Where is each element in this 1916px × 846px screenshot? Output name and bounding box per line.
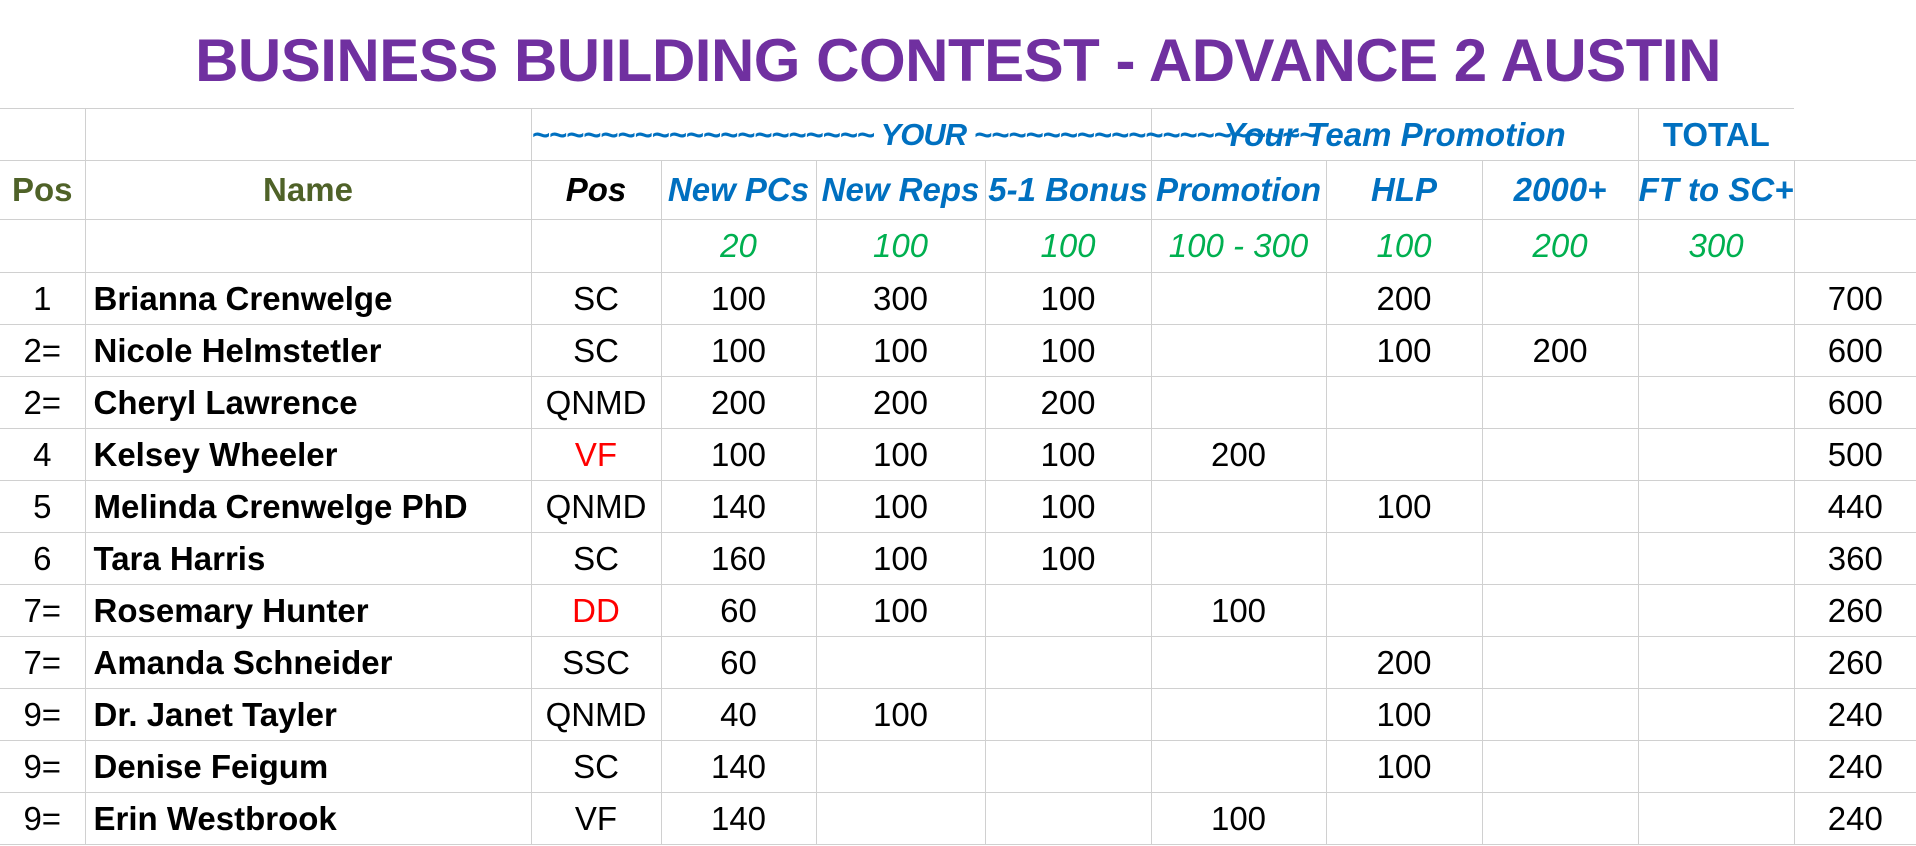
- pos-cell: DD: [531, 585, 661, 637]
- bonus-cell: [985, 585, 1151, 637]
- new-pcs-cell: 140: [661, 741, 816, 793]
- rank-header: Pos: [0, 161, 85, 220]
- table-row: [0, 793, 1916, 845]
- bonus-cell: 200: [985, 377, 1151, 429]
- your-group-header: ~~~~~~~~~~~~~~~~~~~~ YOUR ~~~~~~~~~~~~~~~~~~~~: [531, 109, 1151, 161]
- rank-cell: 1: [0, 273, 85, 325]
- promotion-cell: [1151, 481, 1326, 533]
- bonus-cell: [985, 689, 1151, 741]
- promotion-cell: [1151, 273, 1326, 325]
- new-reps-cell: 100: [816, 533, 985, 585]
- new-reps-cell: 100: [816, 325, 985, 377]
- pos-cell: QNMD: [531, 689, 661, 741]
- name-cell: Dr. Janet Tayler: [85, 689, 531, 741]
- new-pcs-points: 20: [661, 220, 816, 273]
- total-cell: 500: [1794, 429, 1916, 481]
- bonus-cell: [985, 741, 1151, 793]
- promotion-cell: 100: [1151, 793, 1326, 845]
- ft-sc-cell: [1638, 637, 1794, 689]
- table-body: [0, 109, 1916, 845]
- k2000-cell: [1482, 741, 1638, 793]
- hlp-cell: 100: [1326, 325, 1482, 377]
- new-pcs-cell: 140: [661, 793, 816, 845]
- k2000-header: 2000+: [1482, 161, 1638, 220]
- ft-sc-cell: [1638, 741, 1794, 793]
- new-reps-cell: 100: [816, 429, 985, 481]
- bonus-points: 100: [985, 220, 1151, 273]
- table-row: [0, 585, 1916, 637]
- bonus-cell: 100: [985, 429, 1151, 481]
- k2000-cell: [1482, 481, 1638, 533]
- total-cell: 360: [1794, 533, 1916, 585]
- promotion-cell: [1151, 741, 1326, 793]
- k2000-cell: [1482, 637, 1638, 689]
- hlp-cell: [1326, 429, 1482, 481]
- hlp-cell: [1326, 377, 1482, 429]
- table-row: [0, 325, 1916, 377]
- new-reps-cell: 100: [816, 481, 985, 533]
- total-cell: 600: [1794, 325, 1916, 377]
- pos-cell: SC: [531, 273, 661, 325]
- column-header-row: [0, 161, 1916, 220]
- pos-cell: SSC: [531, 637, 661, 689]
- group-header-row: [0, 109, 1916, 161]
- name-cell: Amanda Schneider: [85, 637, 531, 689]
- hlp-cell: 100: [1326, 481, 1482, 533]
- new-reps-cell: [816, 741, 985, 793]
- name-cell: Kelsey Wheeler: [85, 429, 531, 481]
- ft-sc-cell: [1638, 325, 1794, 377]
- table-row: [0, 481, 1916, 533]
- pos-cell: QNMD: [531, 377, 661, 429]
- ft-sc-points: 300: [1638, 220, 1794, 273]
- k2000-cell: [1482, 429, 1638, 481]
- new-pcs-cell: 100: [661, 273, 816, 325]
- name-header: Name: [85, 161, 531, 220]
- ft-sc-cell: [1638, 273, 1794, 325]
- table-row: [0, 429, 1916, 481]
- promotion-cell: [1151, 377, 1326, 429]
- new-reps-header: New Reps: [816, 161, 985, 220]
- blank-cell: [531, 220, 661, 273]
- k2000-cell: [1482, 585, 1638, 637]
- bonus-cell: [985, 637, 1151, 689]
- name-cell: Tara Harris: [85, 533, 531, 585]
- k2000-cell: [1482, 377, 1638, 429]
- new-pcs-cell: 140: [661, 481, 816, 533]
- name-cell: Nicole Helmstetler: [85, 325, 531, 377]
- new-pcs-cell: 60: [661, 637, 816, 689]
- new-pcs-cell: 100: [661, 429, 816, 481]
- team-promotion-group-header: Your Team Promotion: [1151, 109, 1638, 161]
- pos-cell: VF: [531, 429, 661, 481]
- rank-cell: 6: [0, 533, 85, 585]
- k2000-cell: 200: [1482, 325, 1638, 377]
- hlp-cell: 200: [1326, 273, 1482, 325]
- blank-cell: [85, 220, 531, 273]
- promotion-cell: [1151, 689, 1326, 741]
- blank-cell: [1794, 220, 1916, 273]
- ft-sc-header: FT to SC+: [1638, 161, 1794, 220]
- rank-cell: 5: [0, 481, 85, 533]
- table-row: [0, 377, 1916, 429]
- promotion-header: Promotion: [1151, 161, 1326, 220]
- rank-cell: 9=: [0, 741, 85, 793]
- new-reps-cell: 200: [816, 377, 985, 429]
- points-row: [0, 220, 1916, 273]
- rank-cell: 2=: [0, 377, 85, 429]
- new-pcs-header: New PCs: [661, 161, 816, 220]
- rank-cell: 7=: [0, 585, 85, 637]
- pos-header: Pos: [531, 161, 661, 220]
- blank-cell: [0, 109, 85, 161]
- new-pcs-cell: 200: [661, 377, 816, 429]
- total-cell: 700: [1794, 273, 1916, 325]
- table-row: [0, 637, 1916, 689]
- blank-cell: [85, 109, 531, 161]
- leaderboard-table: [0, 108, 1916, 845]
- hlp-cell: 100: [1326, 741, 1482, 793]
- total-cell: 240: [1794, 741, 1916, 793]
- k2000-cell: [1482, 273, 1638, 325]
- pos-cell: VF: [531, 793, 661, 845]
- promotion-cell: 200: [1151, 429, 1326, 481]
- hlp-cell: 100: [1326, 689, 1482, 741]
- rank-cell: 4: [0, 429, 85, 481]
- new-pcs-cell: 60: [661, 585, 816, 637]
- blank-cell: [0, 220, 85, 273]
- ft-sc-cell: [1638, 429, 1794, 481]
- hlp-cell: [1326, 793, 1482, 845]
- total-header: TOTAL: [1638, 109, 1794, 161]
- contest-title: BUSINESS BUILDING CONTEST - ADVANCE 2 AUSTIN: [195, 27, 1721, 94]
- promotion-cell: [1151, 533, 1326, 585]
- name-cell: Denise Feigum: [85, 741, 531, 793]
- hlp-points: 100: [1326, 220, 1482, 273]
- name-cell: Rosemary Hunter: [85, 585, 531, 637]
- total-cell: 240: [1794, 689, 1916, 741]
- bonus-header: 5-1 Bonus: [985, 161, 1151, 220]
- k2000-cell: [1482, 533, 1638, 585]
- pos-cell: SC: [531, 533, 661, 585]
- hlp-cell: 200: [1326, 637, 1482, 689]
- new-pcs-cell: 100: [661, 325, 816, 377]
- hlp-cell: [1326, 585, 1482, 637]
- name-cell: Brianna Crenwelge: [85, 273, 531, 325]
- total-cell: 240: [1794, 793, 1916, 845]
- new-reps-cell: [816, 637, 985, 689]
- pos-cell: QNMD: [531, 481, 661, 533]
- promotion-cell: 100: [1151, 585, 1326, 637]
- rank-cell: 9=: [0, 689, 85, 741]
- hlp-header: HLP: [1326, 161, 1482, 220]
- blank-cell: [1794, 161, 1916, 220]
- rank-cell: 2=: [0, 325, 85, 377]
- ft-sc-cell: [1638, 793, 1794, 845]
- k2000-cell: [1482, 793, 1638, 845]
- table-row: [0, 741, 1916, 793]
- total-cell: 600: [1794, 377, 1916, 429]
- name-cell: Erin Westbrook: [85, 793, 531, 845]
- new-reps-points: 100: [816, 220, 985, 273]
- rank-cell: 9=: [0, 793, 85, 845]
- name-cell: Melinda Crenwelge PhD: [85, 481, 531, 533]
- bonus-cell: [985, 793, 1151, 845]
- ft-sc-cell: [1638, 533, 1794, 585]
- new-reps-cell: 100: [816, 689, 985, 741]
- k2000-points: 200: [1482, 220, 1638, 273]
- table-row: [0, 273, 1916, 325]
- ft-sc-cell: [1638, 377, 1794, 429]
- bonus-cell: 100: [985, 325, 1151, 377]
- total-cell: 440: [1794, 481, 1916, 533]
- new-reps-cell: [816, 793, 985, 845]
- name-cell: Cheryl Lawrence: [85, 377, 531, 429]
- bonus-cell: 100: [985, 481, 1151, 533]
- promotion-cell: [1151, 325, 1326, 377]
- table-row: [0, 689, 1916, 741]
- promotion-points: 100 - 300: [1151, 220, 1326, 273]
- bonus-cell: 100: [985, 273, 1151, 325]
- table-row: [0, 533, 1916, 585]
- bonus-cell: 100: [985, 533, 1151, 585]
- promotion-cell: [1151, 637, 1326, 689]
- pos-cell: SC: [531, 325, 661, 377]
- total-cell: 260: [1794, 585, 1916, 637]
- ft-sc-cell: [1638, 585, 1794, 637]
- ft-sc-cell: [1638, 481, 1794, 533]
- total-cell: 260: [1794, 637, 1916, 689]
- new-reps-cell: 100: [816, 585, 985, 637]
- pos-cell: SC: [531, 741, 661, 793]
- k2000-cell: [1482, 689, 1638, 741]
- hlp-cell: [1326, 533, 1482, 585]
- new-pcs-cell: 40: [661, 689, 816, 741]
- rank-cell: 7=: [0, 637, 85, 689]
- ft-sc-cell: [1638, 689, 1794, 741]
- new-reps-cell: 300: [816, 273, 985, 325]
- new-pcs-cell: 160: [661, 533, 816, 585]
